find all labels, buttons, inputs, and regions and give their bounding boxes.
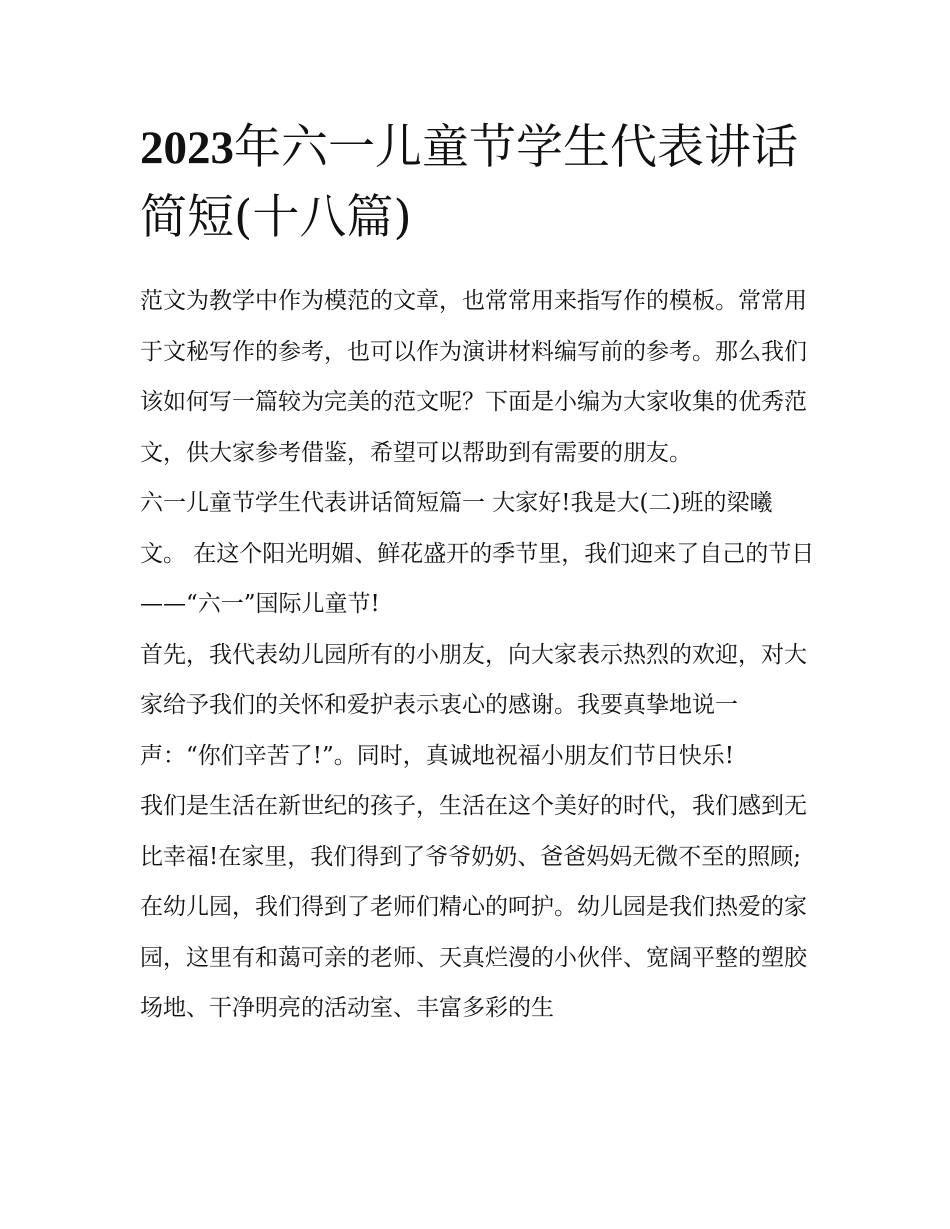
document-body: [140, 276, 816, 1034]
body-paragraph: 首先，我代表幼儿园所有的小朋友，向大家表示热烈的欢迎，对大家给予我们的关怀和爱护表示衷心的感谢。我要真挚地说一声：“你们辛苦了!”。同时，真诚地祝福小朋友们节日快乐!: [140, 641, 807, 769]
intro-paragraph: 范文为教学中作为模范的文章，也常常用来指写作的模板。常常用于文秘写作的参考，也可以作为演讲材料编写前的参考。那么我们该如何写一篇较为完美的范文呢？下面是小编为大家收集的优秀范文，供大家参考借鉴，希望可以帮助到有需要的朋友。: [140, 288, 807, 466]
document-title: [140, 113, 820, 253]
body-paragraph: 我们是生活在新世纪的孩子，生活在这个美好的时代，我们感到无比幸福!在家里，我们得到了爷爷奶奶、爸爸妈妈无微不至的照顾;在幼儿园，我们得到了老师们精心的呵护。幼儿园是我们热爱的家园，这里有和蔼可亲的老师、天真烂漫的小伙伴、宽阔平整的塑胶场地、干净明亮的活动室、丰富多彩的生: [140, 793, 807, 1021]
title-year: 2023: [140, 122, 234, 174]
title-text: 年六一儿童节学生代表讲话简短(十八篇): [140, 120, 798, 245]
body-paragraph: 六一儿童节学生代表讲话简短篇一 大家好!我是大(二)班的梁曦文。 在这个阳光明媚、鲜花盛开的季节里，我们迎来了自己的节日——“六一”国际儿童节!: [140, 490, 815, 617]
